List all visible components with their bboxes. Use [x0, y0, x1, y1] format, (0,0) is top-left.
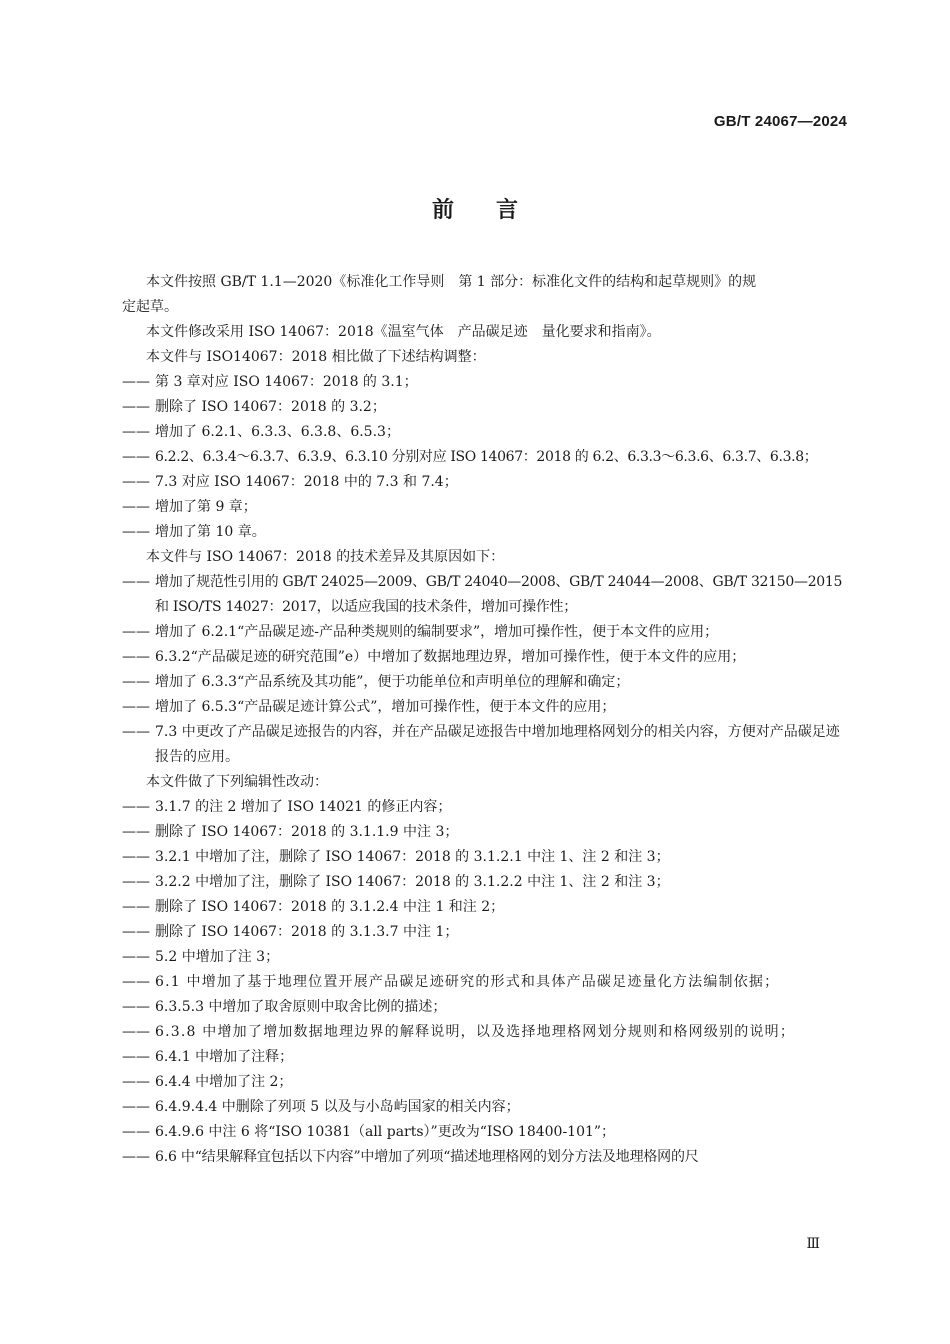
list-dash: ——: [122, 374, 150, 390]
list-item: —— 6.3.8 中增加了增加数据地理边界的解释说明，以及选择地理格网划分规则和格网级别的说明；: [122, 1020, 846, 1045]
list-item: —— 6.1 中增加了基于地理位置开展产品碳足迹研究的形式和具体产品碳足迹量化方法编制依据；: [122, 970, 846, 995]
list-item: —— 增加了第 10 章。: [122, 520, 846, 545]
list-dash: ——: [122, 799, 150, 815]
standard-code: GB/T 24067—2024: [713, 113, 847, 130]
editorial-changes-list: [122, 795, 846, 1170]
list-item: —— 删除了 ISO 14067：2018 的 3.2；: [122, 395, 846, 420]
technical-differences-list: [122, 570, 846, 770]
list-item: —— 6.4.9.6 中注 6 将“ISO 10381（all parts）”更改为“ISO 18400-101”；: [122, 1120, 846, 1145]
list-dash: ——: [122, 1149, 150, 1165]
paragraph-basis-line2: 定起草。: [122, 299, 178, 315]
list-item: —— 增加了 6.5.3“产品碳足迹计算公式”，增加可操作性，便于本文件的应用；: [122, 695, 846, 720]
list-item: —— 7.3 对应 ISO 14067：2018 中的 7.3 和 7.4；: [122, 470, 846, 495]
list-item: —— 6.2.2、6.3.4～6.3.7、6.3.9、6.3.10 分别对应 ISO 14067：2018 的 6.2、6.3.3～6.3.6、6.3.7、6.3.8；: [122, 445, 846, 470]
list-item: —— 7.3 中更改了产品碳足迹报告的内容，并在产品碳足迹报告中增加地理格网划分的相关内容，方便对产品碳足迹报告的应用。: [122, 720, 846, 770]
list-item: —— 删除了 ISO 14067：2018 的 3.1.2.4 中注 1 和注 2；: [122, 895, 846, 920]
list-item: —— 6.4.9.4.4 中删除了列项 5 以及与小岛屿国家的相关内容；: [122, 1095, 846, 1120]
list-dash: ——: [122, 824, 150, 840]
list-dash: ——: [122, 949, 150, 965]
list-dash: ——: [122, 874, 150, 890]
list-item: —— 6.6 中“结果解释宜包括以下内容”中增加了列项“描述地理格网的划分方法及地理格网的尺: [122, 1145, 846, 1170]
list-dash: ——: [122, 399, 150, 415]
list-dash: ——: [122, 1049, 150, 1065]
list-item: —— 增加了规范性引用的 GB/T 24025—2009、GB/T 24040—2008、GB/T 24044—2008、GB/T 32150—2015 和 ISO/TS 14027：2017，以适应我国的技术条件，增加可操作性；: [122, 570, 846, 620]
list-item: —— 删除了 ISO 14067：2018 的 3.1.3.7 中注 1；: [122, 920, 846, 945]
list-item: —— 增加了 6.2.1“产品碳足迹-产品种类规则的编制要求”，增加可操作性，便于本文件的应用；: [122, 620, 846, 645]
list-item: —— 增加了 6.2.1、6.3.3、6.3.8、6.5.3；: [122, 420, 846, 445]
list-dash: ——: [122, 899, 150, 915]
paragraph-technical-intro: 本文件与 ISO 14067：2018 的技术差异及其原因如下：: [146, 549, 505, 565]
list-item: —— 删除了 ISO 14067：2018 的 3.1.1.9 中注 3；: [122, 820, 846, 845]
page-number: Ⅲ: [806, 1236, 820, 1252]
list-item: —— 6.3.5.3 中增加了取舍原则中取舍比例的描述；: [122, 995, 846, 1020]
list-dash: ——: [122, 499, 150, 515]
paragraph-adoption: 本文件修改采用 ISO 14067：2018《温室气体 产品碳足迹 量化要求和指南》。: [146, 324, 661, 340]
list-item: —— 6.4.4 中增加了注 2；: [122, 1070, 846, 1095]
list-dash: ——: [122, 699, 150, 715]
list-dash: ——: [122, 724, 150, 740]
list-dash: ——: [122, 1124, 150, 1140]
list-item: —— 6.3.2“产品碳足迹的研究范围”e）中增加了数据地理边界，增加可操作性，便于本文件的应用；: [122, 645, 846, 670]
list-dash: ——: [122, 1024, 150, 1040]
page-title: 前言: [431, 198, 560, 223]
list-dash: ——: [122, 999, 150, 1015]
list-dash: ——: [122, 624, 150, 640]
structural-changes-list: [122, 370, 846, 545]
list-item: —— 增加了 6.3.3“产品系统及其功能”，便于功能单位和声明单位的理解和确定；: [122, 670, 846, 695]
list-item: —— 增加了第 9 章；: [122, 495, 846, 520]
list-item: —— 3.2.1 中增加了注，删除了 ISO 14067：2018 的 3.1.2.1 中注 1、注 2 和注 3；: [122, 845, 846, 870]
list-dash: ——: [122, 449, 150, 465]
list-dash: ——: [122, 524, 150, 540]
list-dash: ——: [122, 474, 150, 490]
list-item: —— 第 3 章对应 ISO 14067：2018 的 3.1；: [122, 370, 846, 395]
list-item: —— 3.2.2 中增加了注，删除了 ISO 14067：2018 的 3.1.2.2 中注 1、注 2 和注 3；: [122, 870, 846, 895]
document-body: [122, 270, 846, 1170]
list-dash: ——: [122, 1099, 150, 1115]
list-dash: ——: [122, 574, 150, 590]
paragraph-editorial-intro: 本文件做了下列编辑性改动：: [146, 774, 328, 790]
list-dash: ——: [122, 424, 150, 440]
list-dash: ——: [122, 1074, 150, 1090]
list-dash: ——: [122, 849, 150, 865]
list-item: —— 3.1.7 的注 2 增加了 ISO 14021 的修正内容；: [122, 795, 846, 820]
paragraph-structural-intro: 本文件与 ISO14067：2018 相比做了下述结构调整：: [146, 349, 486, 365]
list-dash: ——: [122, 674, 150, 690]
list-item: —— 5.2 中增加了注 3；: [122, 945, 846, 970]
paragraph-basis-line1: 本文件按照 GB/T 1.1—2020《标准化工作导则 第 1 部分：标准化文件的结构和起草规则》的规: [146, 274, 757, 290]
list-dash: ——: [122, 649, 150, 665]
list-dash: ——: [122, 924, 150, 940]
list-dash: ——: [122, 974, 150, 990]
list-item: —— 6.4.1 中增加了注释；: [122, 1045, 846, 1070]
